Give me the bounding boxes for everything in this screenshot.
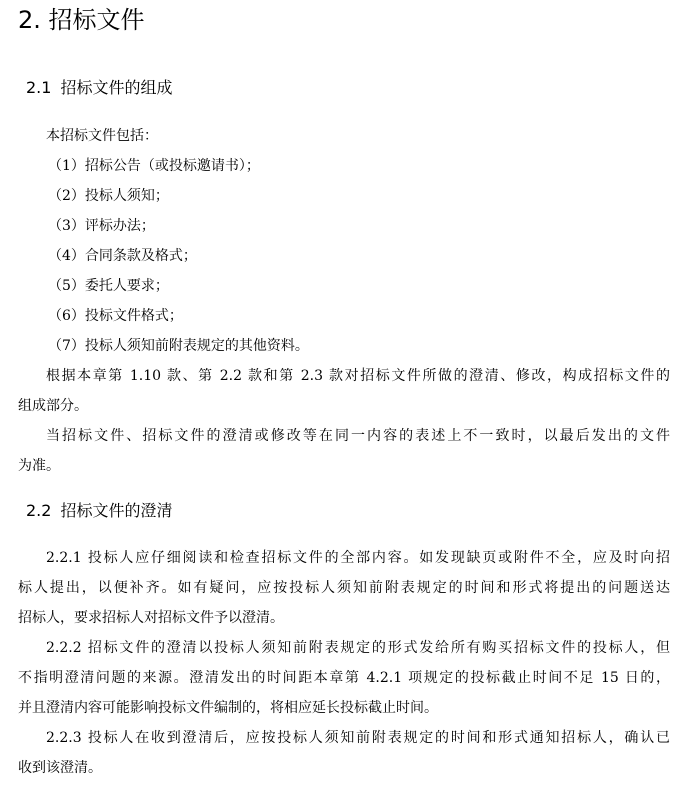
section-heading-2-1 [26,76,172,100]
section-number: 2.1 [26,78,52,97]
chapter-title: 2. 招标文件 [18,6,145,34]
list-item: （1）招标公告（或投标邀请书）； [48,158,260,174]
paragraph-line: 标人提出，以便补齐。如有疑问，应按投标人须知前附表规定的时间和形式将提出的问题送达 [18,580,670,596]
paragraph-line: 招标人，要求招标人对招标文件予以澄清。 [18,610,284,626]
section-2-2-body [18,543,670,783]
section-title: 招标文件的组成 [60,78,173,97]
intro-text: 本招标文件包括： [46,128,158,144]
section-title: 招标文件的澄清 [60,501,173,520]
section-number: 2.2 [26,501,52,520]
paragraph-line: 组成部分。 [18,398,88,414]
section-heading-2-2 [26,499,172,523]
paragraph-line: 为准。 [18,458,60,474]
section-2-1-body [18,121,670,481]
paragraph-line: 2.2.1 投标人应仔细阅读和检查招标文件的全部内容。如发现缺页或附件不全，应及时向招 [46,550,670,566]
paragraph-line: 当招标文件、招标文件的澄清或修改等在同一内容的表述上不一致时，以最后发出的文件 [46,428,670,444]
paragraph-line: 根据本章第 1.10 款、第 2.2 款和第 2.3 款对招标文件所做的澄清、修改，构成招标文件的 [46,368,670,384]
list-item: （6）投标文件格式； [48,308,183,324]
list-item: （7）投标人须知前附表规定的其他资料。 [48,338,309,354]
paragraph-line: 2.2.3 投标人在收到澄清后，应按投标人须知前附表规定的时间和形式通知招标人，确认已 [46,730,670,746]
paragraph-line: 不指明澄清问题的来源。澄清发出的时间距本章第 4.2.1 项规定的投标截止时间不足 15 日的， [18,670,670,686]
list-item: （5）委托人要求； [48,278,169,294]
paragraph-line: 收到该澄清。 [18,760,102,776]
list-item: （3）评标办法； [48,218,155,234]
paragraph-line: 2.2.2 招标文件的澄清以投标人须知前附表规定的形式发给所有购买招标文件的投标人，但 [46,640,670,656]
list-item: （2）投标人须知； [48,188,169,204]
list-item: （4）合同条款及格式； [48,248,197,264]
paragraph-line: 并且澄清内容可能影响投标文件编制的，将相应延长投标截止时间。 [18,700,438,716]
